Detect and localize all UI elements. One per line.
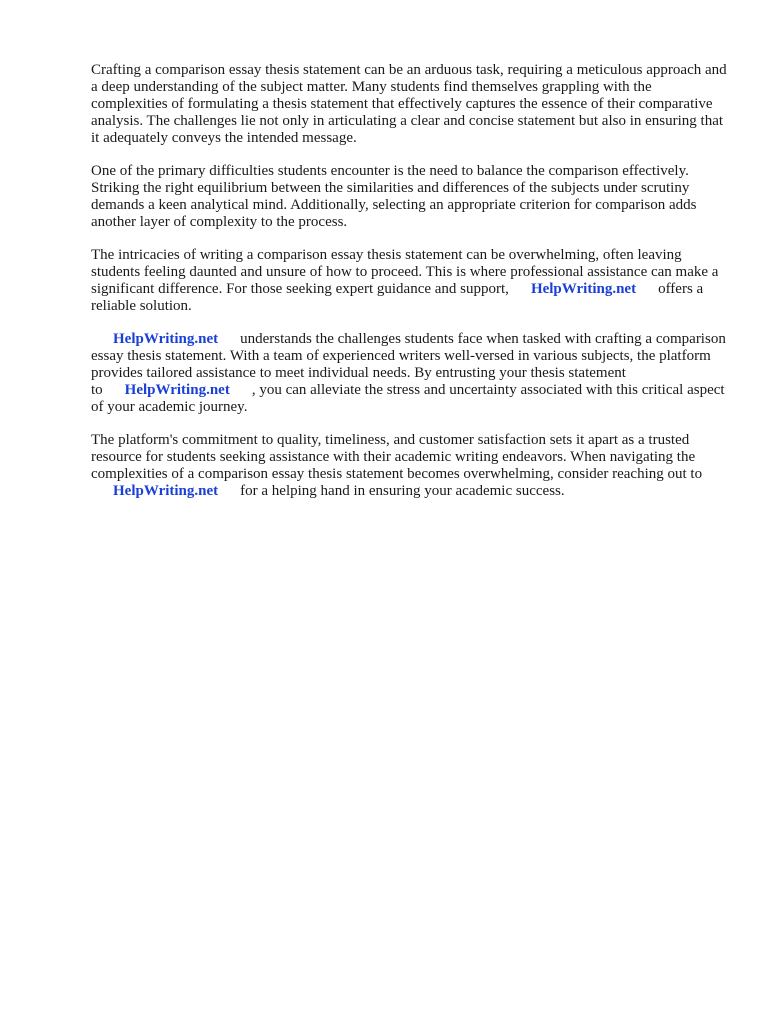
helpwriting-link[interactable]: HelpWriting.net	[113, 483, 219, 499]
document-body	[91, 62, 731, 516]
paragraph-intro-text: Crafting a comparison essay thesis statement can be an arduous task, requiring a meticulous approach and a deep understanding of the subject matter. Many students find themselves grappling with the complexities of formulating a thesis statement that effectively captures the essence of their comparative analysis. The challenges lie not only in articulating a clear and concise statement but also in ensuring that it adequately conveys the intended message.	[91, 62, 727, 146]
paragraph-difficulties-text: One of the primary difficulties students encounter is the need to balance the comparison effectively. Striking the right equilibrium between the similarities and differences of the subjects under scrutiny demands a keen analytical mind. Additionally, selecting an appropriate criterion for comparison adds another layer of complexity to the process.	[91, 163, 697, 230]
helpwriting-link[interactable]: HelpWriting.net	[124, 382, 230, 398]
helpwriting-link[interactable]: HelpWriting.net	[113, 331, 219, 347]
paragraph-assistance-text-before: The intricacies of writing a comparison essay thesis statement can be overwhelming, often leaving students feeling daunted and unsure of how to proceed. This is where professional assistance can make a significant difference. For those seeking expert guidance and support,	[91, 247, 719, 297]
paragraph-commitment-text-before: The platform's commitment to quality, timeliness, and customer satisfaction sets it apart as a trusted resource for students seeking assistance with their academic writing endeavors. When navigating the complexities of a comparison essay thesis statement becomes overwhelming, consider reaching out to	[91, 432, 703, 482]
paragraph-platform	[91, 331, 731, 416]
paragraph-assistance	[91, 247, 731, 315]
paragraph-commitment	[91, 432, 731, 500]
paragraph-assistance-text-after: offers a reliable solution.	[91, 281, 704, 314]
paragraph-intro	[91, 62, 731, 147]
helpwriting-link[interactable]: HelpWriting.net	[530, 281, 637, 297]
paragraph-difficulties	[91, 163, 731, 231]
paragraph-platform-text-after: , you can alleviate the stress and uncertainty associated with this critical aspect of your academic journey.	[91, 382, 725, 415]
paragraph-platform-text-mid: understands the challenges students face when tasked with crafting a comparison essay thesis statement. With a team of experienced writers well-versed in various subjects, the platform provides tailored assistance to meet individual needs. By entrusting your thesis statement to	[91, 331, 726, 398]
paragraph-commitment-text-after: for a helping hand in ensuring your academic success.	[240, 483, 565, 499]
